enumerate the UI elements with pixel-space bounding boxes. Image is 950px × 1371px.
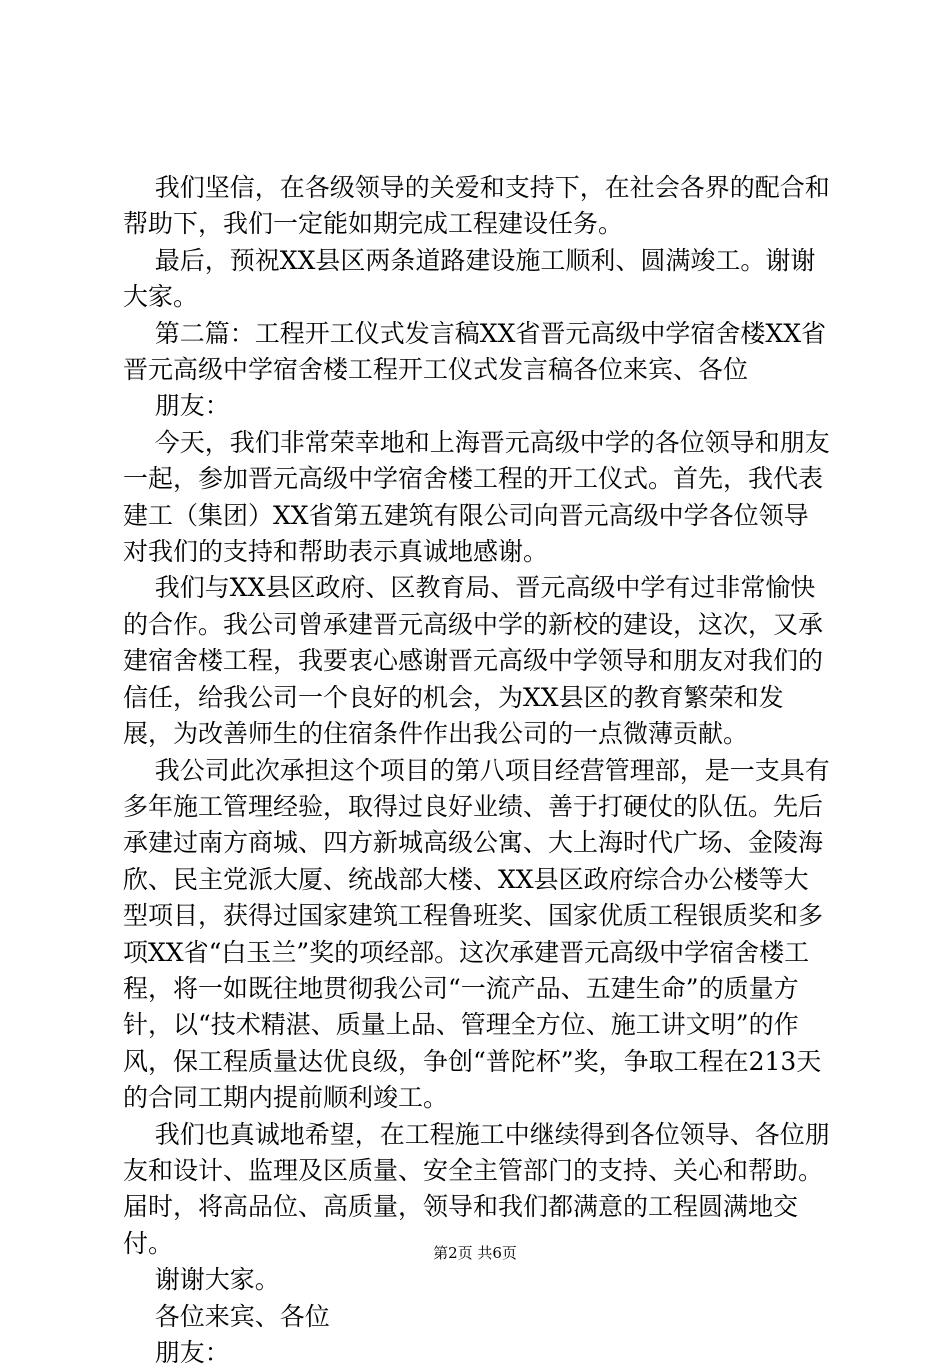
paragraph: 朋友： bbox=[123, 391, 230, 421]
paragraph: 朋友： bbox=[123, 1338, 230, 1367]
paragraph: 最后，预祝XX县区两条道路建设施工顺利、圆满竣工。谢谢大家。 bbox=[123, 245, 816, 312]
paragraph: 今天，我们非常荣幸地和上海晋元高级中学的各位领导和朋友一起，参加晋元高级中学宿舍楼工程的开工仪式。首先，我代表建工（集团）XX省第五建筑有限公司向晋元高级中学各位领导对我们的支持和帮助表示真诚地感谢。 bbox=[123, 427, 830, 567]
page-footer: 第2页 共6页 bbox=[433, 1244, 517, 1262]
paragraph: 我们与XX县区政府、区教育局、晋元高级中学有过非常愉快的合作。我公司曾承建晋元高级中学的新校的建设，这次，又承建宿舍楼工程，我要衷心感谢晋元高级中学领导和朋友对我们的信任，给我公司一个良好的机会，为XX县区的教育繁荣和发展，为改善师生的住宿条件作出我公司的一点微薄贡献。 bbox=[123, 573, 824, 749]
paragraph: 谢谢大家。 bbox=[123, 1265, 280, 1295]
paragraph: 我们也真诚地希望，在工程施工中继续得到各位领导、各位朋友和设计、监理及区质量、安全主管部门的支持、关心和帮助。届时，将高品位、高质量，领导和我们都满意的工程圆满地交付。 bbox=[123, 1119, 830, 1258]
paragraph: 第二篇：工程开工仪式发言稿XX省晋元高级中学宿舍楼XX省晋元高级中学宿舍楼工程开工仪式发言稿各位来宾、各位 bbox=[123, 318, 826, 385]
document-body bbox=[123, 170, 833, 1371]
paragraph: 各位来宾、各位 bbox=[123, 1301, 330, 1331]
paragraph: 我公司此次承担这个项目的第八项目经营管理部，是一支具有多年施工管理经验，取得过良好业绩、善于打硬仗的队伍。先后承建过南方商城、四方新城高级公寓、大上海时代广场、金陵海欣、民主党派大厦、统战部大楼、XX县区政府综合办公楼等大型项目，获得过国家建筑工程鲁班奖、国家优质工程银质奖和多项XX省“白玉兰”奖的项经部。这次承建晋元高级中学宿舍楼工程，将一如既往地贯彻我公司“一流产品、五建生命”的质量方针，以“技术精湛、质量上品、管理全方位、施工讲文明”的作风，保工程质量达优良级，争创“普陀杯”奖，争取工程在213天的合同工期内提前顺利竣工。 bbox=[123, 755, 830, 1113]
paragraph: 我们坚信，在各级领导的关爱和支持下，在社会各界的配合和帮助下，我们一定能如期完成工程建设任务。 bbox=[123, 173, 830, 239]
